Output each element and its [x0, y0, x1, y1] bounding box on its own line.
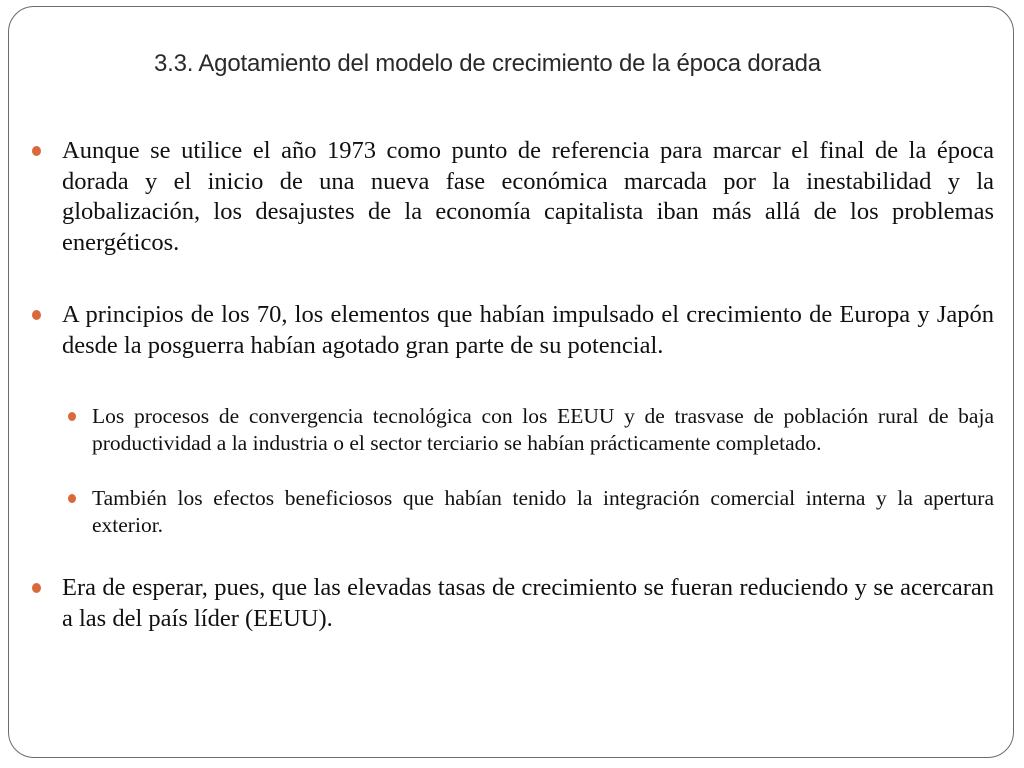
bullet-dot-icon	[68, 412, 76, 421]
bullet-dot-icon	[68, 494, 76, 503]
slide-body	[30, 136, 994, 634]
sub-bullet-item	[30, 485, 994, 539]
sub-bullet-text: Los procesos de convergencia tecnológica con los EEUU y de trasvase de población rural de baja productividad a la industria o el sector terciario se habían prácticamente completado.	[92, 404, 994, 455]
slide-title: 3.3. Agotamiento del modelo de crecimiento de la época dorada	[154, 50, 821, 77]
bullet-dot-icon	[32, 310, 41, 320]
sub-bullet-item	[30, 403, 994, 457]
bullet-item	[30, 573, 994, 634]
bullet-item	[30, 136, 994, 258]
bullet-text: Era de esperar, pues, que las elevadas tasas de crecimiento se fueran reduciendo y se acercaran a las del país líder (EEUU).	[62, 574, 994, 632]
bullet-text: A principios de los 70, los elementos que habían impulsado el crecimiento de Europa y Japón desde la posguerra habían agotado gran parte de su potencial.	[62, 301, 994, 359]
bullet-item	[30, 300, 994, 361]
bullet-text: Aunque se utilice el año 1973 como punto de referencia para marcar el final de la época dorada y el inicio de una nueva fase económica marcada por la inestabilidad y la globalización, los desajustes de la economía capitalista iban más allá de los problemas energéticos.	[62, 137, 994, 256]
bullet-dot-icon	[32, 583, 41, 593]
sub-bullet-text: También los efectos beneficiosos que habían tenido la integración comercial interna y la apertura exterior.	[92, 486, 994, 537]
bullet-dot-icon	[32, 146, 41, 156]
